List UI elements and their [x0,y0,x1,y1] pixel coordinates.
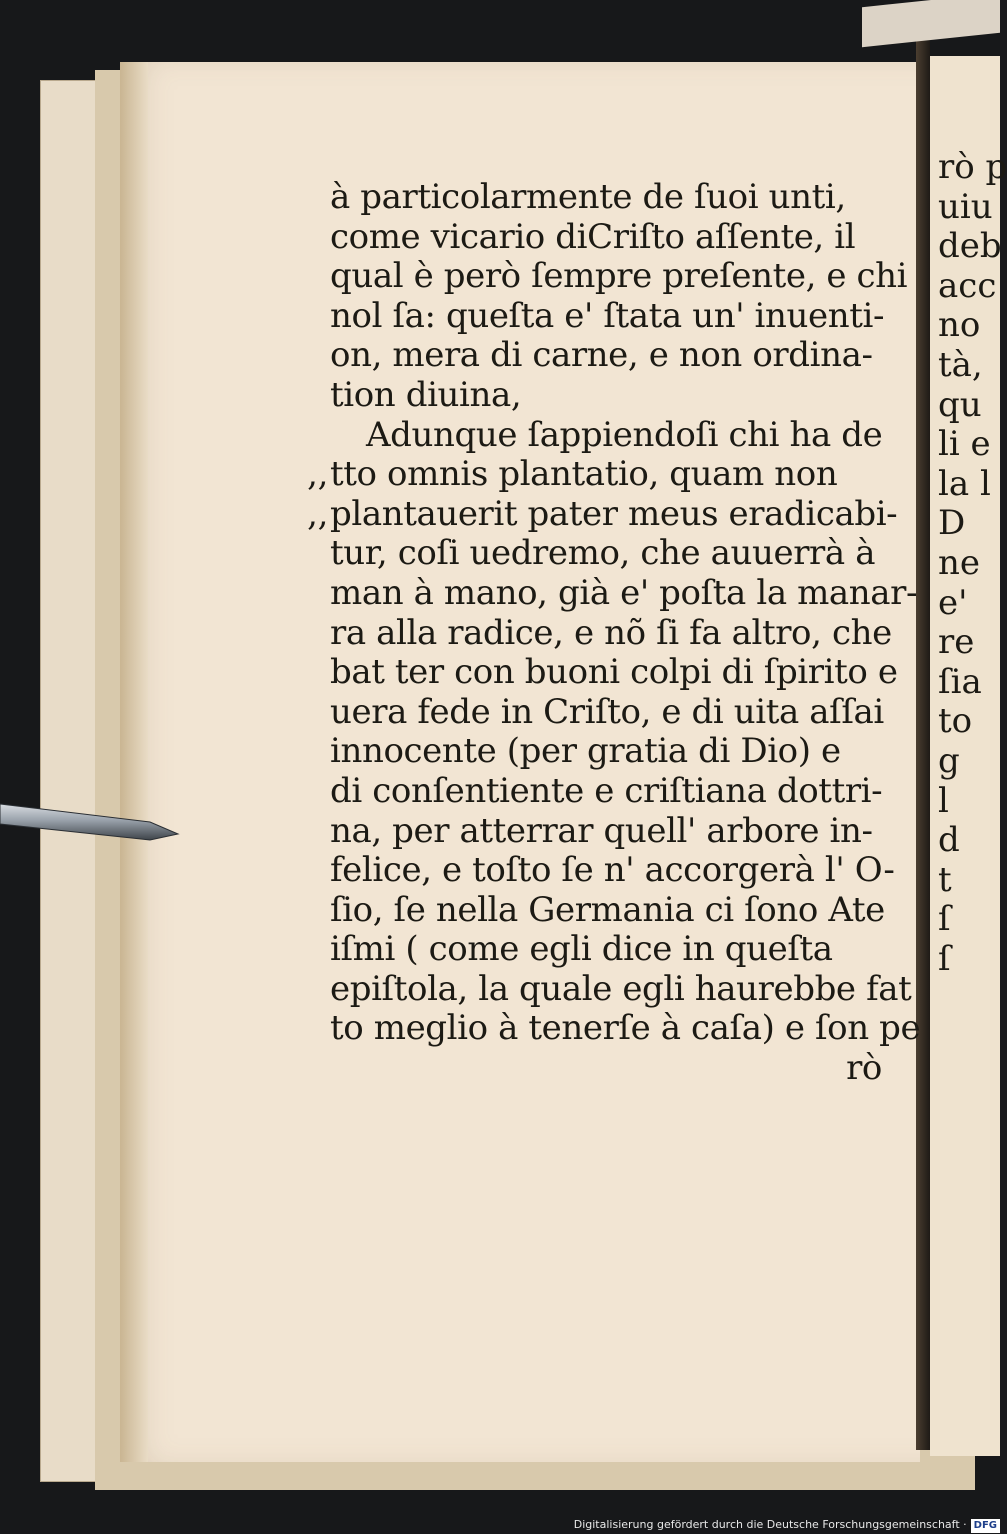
facing-fragment: ſ [938,899,951,940]
facing-fragment: la l [938,463,991,504]
text-line: epiſtola, la quale egli haurebbe fat [330,968,912,1009]
page-text-block [307,177,921,1089]
margin-quote-mark: ,, [307,493,328,534]
left-page-edge [120,62,148,1462]
text-line-with-marker [294,455,920,495]
text-line: tur, coſi uedremo, che auuerrà à [330,533,876,574]
credit-text: Digitalisierung gefördert durch die Deutsche Forschungsgemeinschaft · [573,1518,967,1531]
text-line: bat ter con buoni colpi di ſpirito e [330,652,898,693]
facing-fragment: rò p [938,147,1007,187]
facing-fragment: ſia [938,661,982,702]
text-line: uera fede in Criſto, e di uita aſſai [330,691,884,732]
text-line: man à mano, già e' poſta la manar- [330,572,918,613]
facing-fragment: deb [938,226,1002,267]
text-line: innocente (per gratia di Dio) e [330,731,841,772]
catchword: rò [846,1048,882,1089]
facing-fragment: t [938,859,952,900]
facing-fragment: ſ [938,938,951,979]
facing-fragment: uiu [938,186,993,227]
text-line: on, mera di carne, e non ordina- [330,335,873,376]
facing-fragment: D [938,503,966,544]
facing-fragment: acc [938,265,997,306]
text-line: felice, e toſto ſe n' accorgerà l' O- [330,850,895,891]
facing-fragment: to [938,701,973,742]
text-line: à particolarmente de ſuoi unti, [330,177,846,217]
facing-fragment: qu [938,384,982,425]
facing-fragment: no [938,305,981,346]
text-line: tion diuina, [330,374,522,415]
digitization-credit [560,1516,1000,1534]
facing-page-text [938,147,1007,979]
facing-fragment: d [938,820,960,861]
dfg-logo: DFG [971,1519,1000,1533]
text-line: come vicario diCriſto aſſente, il [330,216,856,257]
text-line: Adunque ſappiendoſi chi ha de [366,414,883,455]
text-line: tto omnis plantatio, quam non [330,454,838,495]
text-line: nol ſa: queſta e' ſtata un' inuenti- [330,295,885,336]
page-pointer-tool [0,798,180,842]
facing-fragment: li e [938,424,991,465]
text-line: di conſentiente e criſtiana dottri- [330,770,883,811]
text-line: iſmi ( come egli dice in queſta [330,929,833,970]
facing-fragment: e' [938,582,968,623]
margin-quote-mark: ,, [307,454,328,495]
facing-fragment: re [938,622,975,663]
facing-fragment: tà, [938,344,983,385]
text-line: qual è però ſempre preſente, e chi [330,256,908,297]
text-line: na, per atterrar quell' arbore in- [330,810,873,851]
text-line-with-marker [294,495,920,535]
facing-fragment: l [938,780,949,821]
text-line: to meglio à tenerſe à caſa) e ſon pe [330,1008,921,1049]
text-line: ſio, ſe nella Germania ci ſono Ate [330,889,885,930]
facing-fragment: ne [938,542,981,583]
text-line: plantauerit pater meus eradicabi- [330,493,898,534]
text-line: ra alla radice, e nõ ſi fa altro, che [330,612,892,653]
facing-fragment: g [938,740,960,781]
